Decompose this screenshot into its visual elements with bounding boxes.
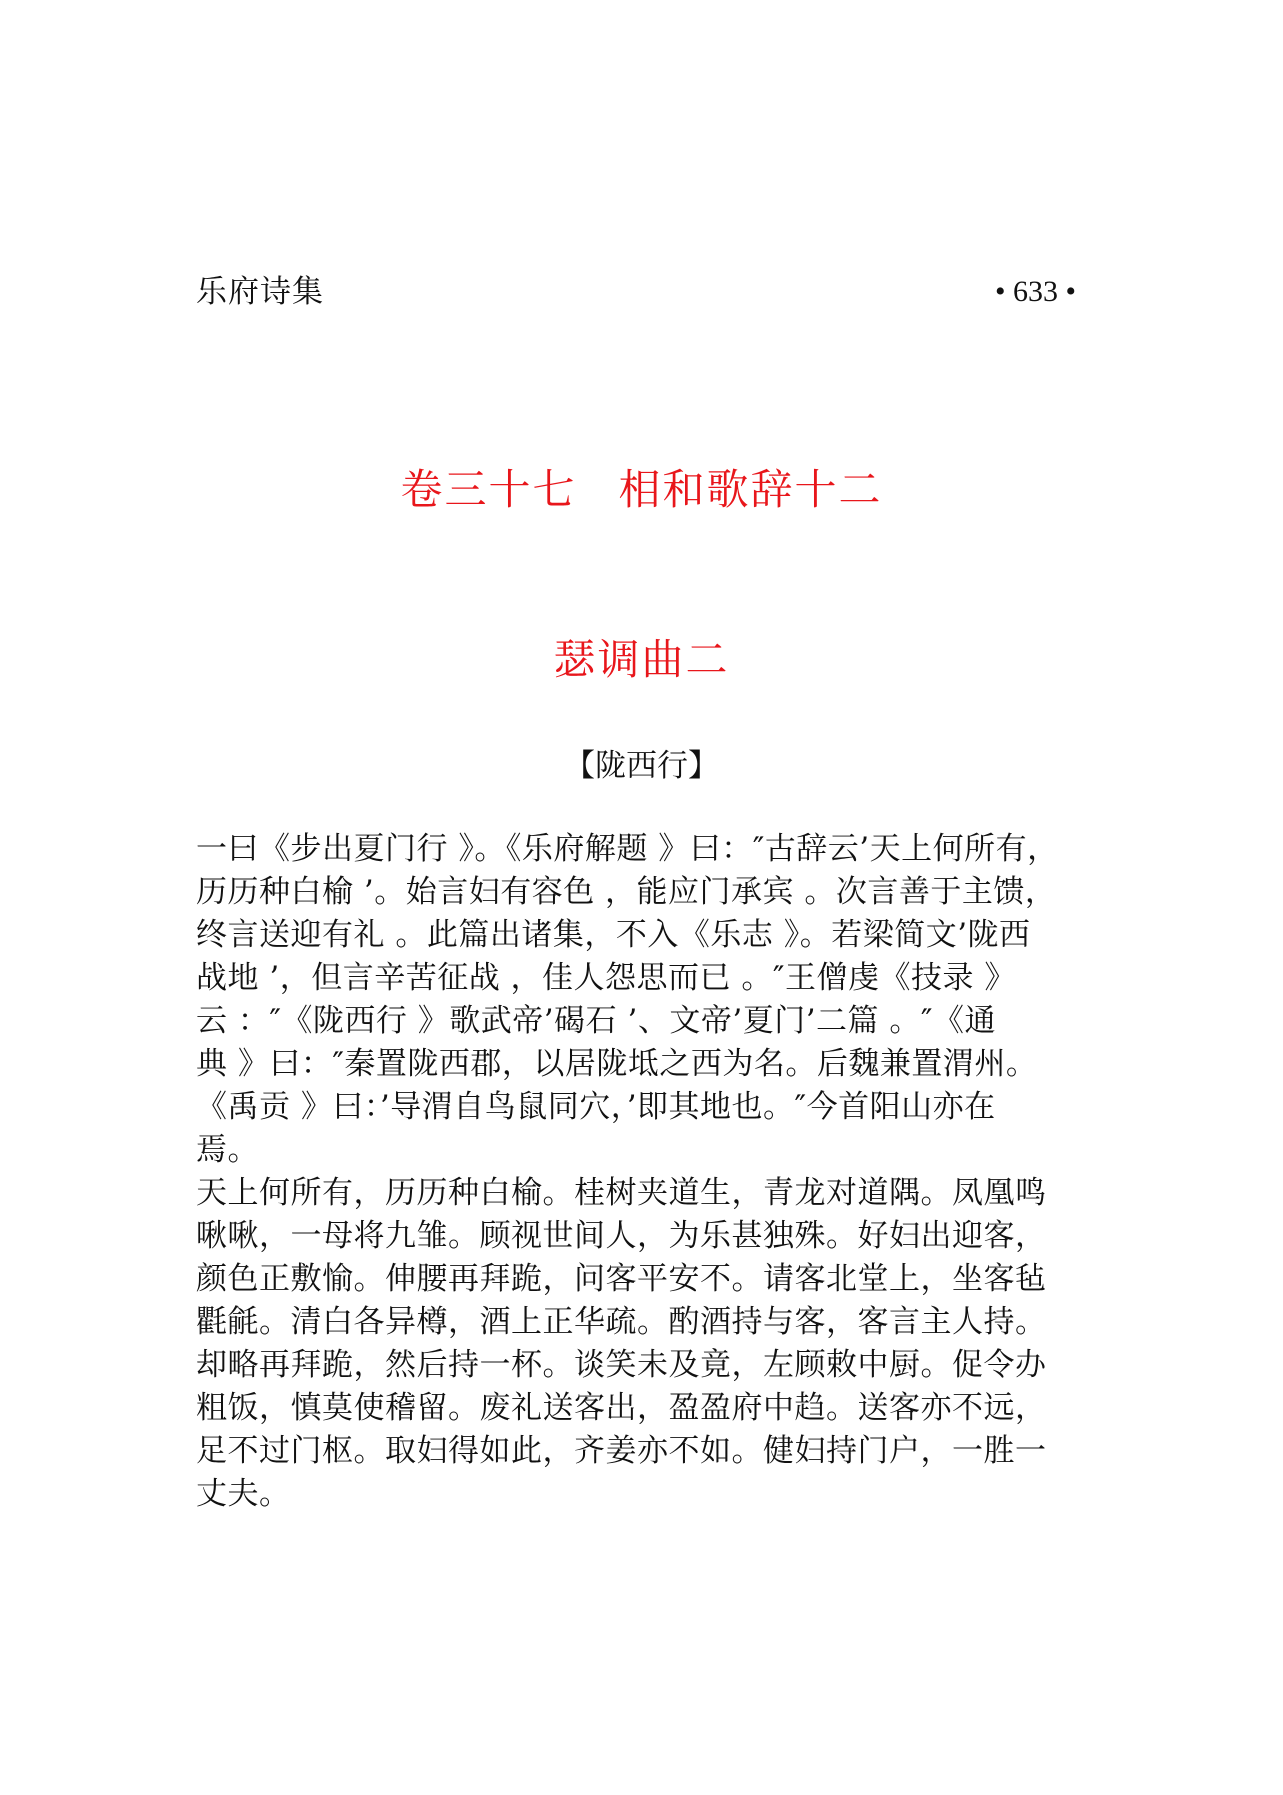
intro-line: 《禹贡 》曰：’导渭自鸟鼠同穴，’即其地也。″今首阳山亦在 <box>196 1089 996 1125</box>
intro-line: 终言送迎有礼 。此篇出诸集，不入《乐志 》。若梁简文’陇西 <box>196 917 1031 953</box>
poem-line: 啾啾，一母将九雏。顾视世间人，为乐甚独殊。好妇出迎客， <box>196 1218 1047 1254</box>
section-title: 瑟调曲二 <box>553 635 730 684</box>
intro-line: 战地 ’，但言辛苦征战 ，佳人怨思而已 。″王僧虔《技录 》 <box>196 960 1016 996</box>
intro-line: 典 》曰：″秦置陇西郡，以居陇坻之西为名。后魏兼置渭州。 <box>196 1046 1038 1082</box>
intro-line: 焉。 <box>196 1132 259 1168</box>
body-text <box>196 828 1106 1516</box>
page-number: • 633 • <box>994 275 1076 308</box>
book-title: 乐府诗集 <box>196 274 324 310</box>
poem-line: 天上何所有，历历种白榆。桂树夹道生，青龙对道隅。凤凰鸣 <box>196 1175 1047 1211</box>
intro-line: 一曰《步出夏门行 》。《乐府解题 》曰：″古辞云’天上何所有， <box>196 831 1059 867</box>
intro-line: 云 ：″《陇西行 》歌武帝’碣石 ’、文帝’夏门’二篇 。″《通 <box>196 1003 996 1039</box>
poem-line: 却略再拜跪，然后持一杯。谈笑未及竟，左顾敕中厨。促令办 <box>196 1347 1047 1383</box>
poem-line: 粗饭，慎莫使稽留。废礼送客出，盈盈府中趋。送客亦不远， <box>196 1390 1047 1426</box>
volume-number: 卷三十七 <box>400 465 577 514</box>
intro-line: 历历种白榆 ’。始言妇有容色 ，能应门承宾 。次言善于主馈， <box>196 874 1057 910</box>
poem-title: 【陇西行】 <box>564 748 719 784</box>
page-header <box>196 268 1076 316</box>
poem-line: 氍毹。清白各异樽，酒上正华疏。酌酒持与客，客言主人持。 <box>196 1304 1047 1340</box>
poem-paragraph <box>196 1172 1106 1516</box>
volume-subtitle: 相和歌辞十二 <box>618 465 883 514</box>
poem-line: 丈夫。 <box>196 1476 291 1512</box>
intro-paragraph <box>196 828 1106 1172</box>
poem-line: 颜色正敷愉。伸腰再拜跪，问客平安不。请客北堂上，坐客毡 <box>196 1261 1047 1297</box>
volume-title <box>0 460 1283 520</box>
poem-line: 足不过门枢。取妇得如此，齐姜亦不如。健妇持门户，一胜一 <box>196 1433 1047 1469</box>
